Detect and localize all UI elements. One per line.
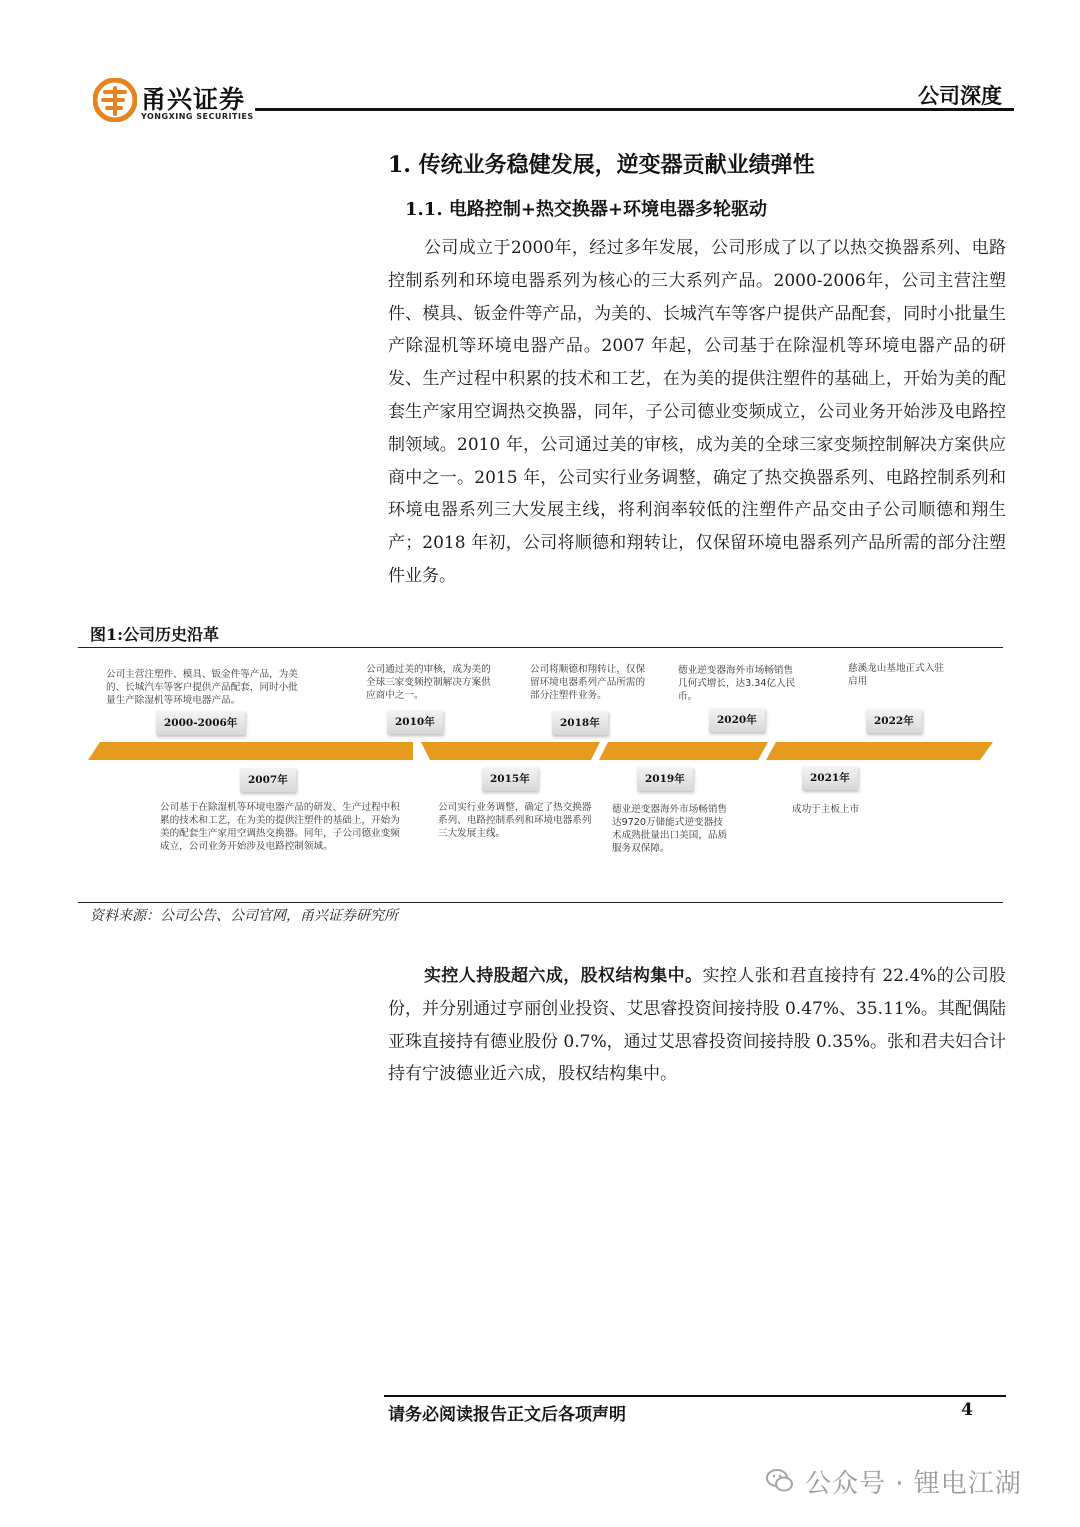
- timeline-annotation: 公司实行业务调整，确定了热交换器系列、电路控制系列和环境电器系列三大发展主线。: [438, 802, 592, 839]
- timeline-year-tag: 2020年: [709, 708, 765, 732]
- timeline-band: [78, 740, 1003, 762]
- timeline-annotation: 德业逆变器海外市场畅销售达9720万储能式逆变器技术成熟批量出口美国，品质服务双保障。: [612, 804, 728, 854]
- logo-text-cn: 甬兴证券: [141, 85, 246, 114]
- body-paragraph-2: [388, 960, 1006, 1091]
- timeline-year-tag: 2021年: [802, 766, 858, 790]
- watermark-text: 公众号 · 锂电江湖: [805, 1469, 1022, 1499]
- body-paragraph-1: 公司成立于2000年，经过多年发展，公司形成了以了以热交换器系列、电路控制系列和环境电器系列为核心的三大系列产品。2000-2006年，公司主营注塑件、模具、钣金件等产品，为美的、长城汽车等客户提供产品配套，同时小批量生产除湿机等环境电器产品。2007 年起，公司基于在除湿机等环境电器产品的研发、生产过程中积累的技术和工艺，在为美的提供注塑件的基础上，开始为美的配套生产家用空调热交换器，同年，子公司德业变频成立，公司业务开始涉及电路控制领域。2010 年，公司通过美的审核，成为美的全球三家变频控制解决方案供应商中之一。2015 年，公司实行业务调整，确定了热交换器系列、电路控制系列和环境电器系列三大发展主线，将利润率较低的注塑件产品交由子公司顺德和翔生产；2018 年初，公司将顺德和翔转让，仅保留环境电器系列产品所需的部分注塑件业务。: [388, 238, 1006, 586]
- company-logo-icon: [93, 78, 137, 122]
- timeline-annotation: 成功于主板上市: [792, 804, 860, 815]
- paragraph-lead: 实控人持股超六成，股权结构集中。: [424, 966, 703, 986]
- footer-rule: [384, 1395, 1006, 1397]
- section-heading: 1. 传统业务稳健发展，逆变器贡献业绩弹性: [388, 152, 815, 178]
- figure-top-rule: [78, 647, 1003, 648]
- timeline-year-tag: 2010年: [387, 710, 443, 734]
- figure-bottom-rule: [78, 902, 1003, 903]
- timeline-annotation: 公司基于在除湿机等环境电器产品的研发、生产过程中积累的技术和工艺，在为美的提供注塑件的基础上，开始为美的配套生产家用空调热交换器。同年，子公司德业变频成立，公司业务开始涉及电路控制领域。: [160, 802, 400, 852]
- timeline-annotation: 慈溪龙山基地正式入驻启用: [848, 663, 944, 687]
- timeline-annotation: 德业逆变器海外市场畅销售几何式增长，达3.34亿人民币。: [678, 665, 796, 702]
- paragraph-body: 实控人张和君直接持有 22.4%的公司股份，并分别通过亨丽创业投资、艾思睿投资间接持股 0.47%、35.11%。其配偶陆亚珠直接持有德业股份 0.7%，通过艾思睿投资间接持股 0.35%。张和君夫妇合计持有宁波德业近六成，股权结构集中。: [388, 966, 1007, 1085]
- report-type-tag: 公司深度: [918, 83, 1002, 108]
- page-number: 4: [961, 1400, 973, 1420]
- disclaimer-notice: 请务必阅读报告正文后各项声明: [388, 1405, 626, 1425]
- wechat-icon: [765, 1466, 795, 1496]
- timeline-annotation: 公司主营注塑件、模具、钣金件等产品，为美的、长城汽车等客户提供产品配套，同时小批量生产除湿机等环境电器产品。: [106, 669, 298, 706]
- figure-source: 资料来源：公司公告、公司官网，甬兴证券研究所: [90, 908, 398, 924]
- logo-text-en: YONGXING SECURITIES: [141, 112, 254, 121]
- header-rule: [255, 108, 1014, 111]
- timeline-year-tag: 2000-2006年: [156, 711, 245, 735]
- timeline-annotation: 公司通过美的审核，成为美的全球三家变频控制解决方案供应商中之一。: [366, 664, 491, 701]
- timeline-annotation: 公司将顺德和翔转让，仅保留环境电器系列产品所需的部分注塑件业务。: [530, 664, 646, 701]
- timeline-year-tag: 2007年: [240, 768, 296, 792]
- timeline-year-tag: 2018年: [552, 711, 608, 735]
- timeline-year-tag: 2022年: [866, 709, 922, 733]
- subsection-heading: 1.1. 电路控制+热交换器+环境电器多轮驱动: [405, 199, 768, 220]
- timeline-year-tag: 2015年: [482, 767, 538, 791]
- figure-title: 图1:公司历史沿革: [90, 625, 220, 644]
- timeline-year-tag: 2019年: [637, 767, 693, 791]
